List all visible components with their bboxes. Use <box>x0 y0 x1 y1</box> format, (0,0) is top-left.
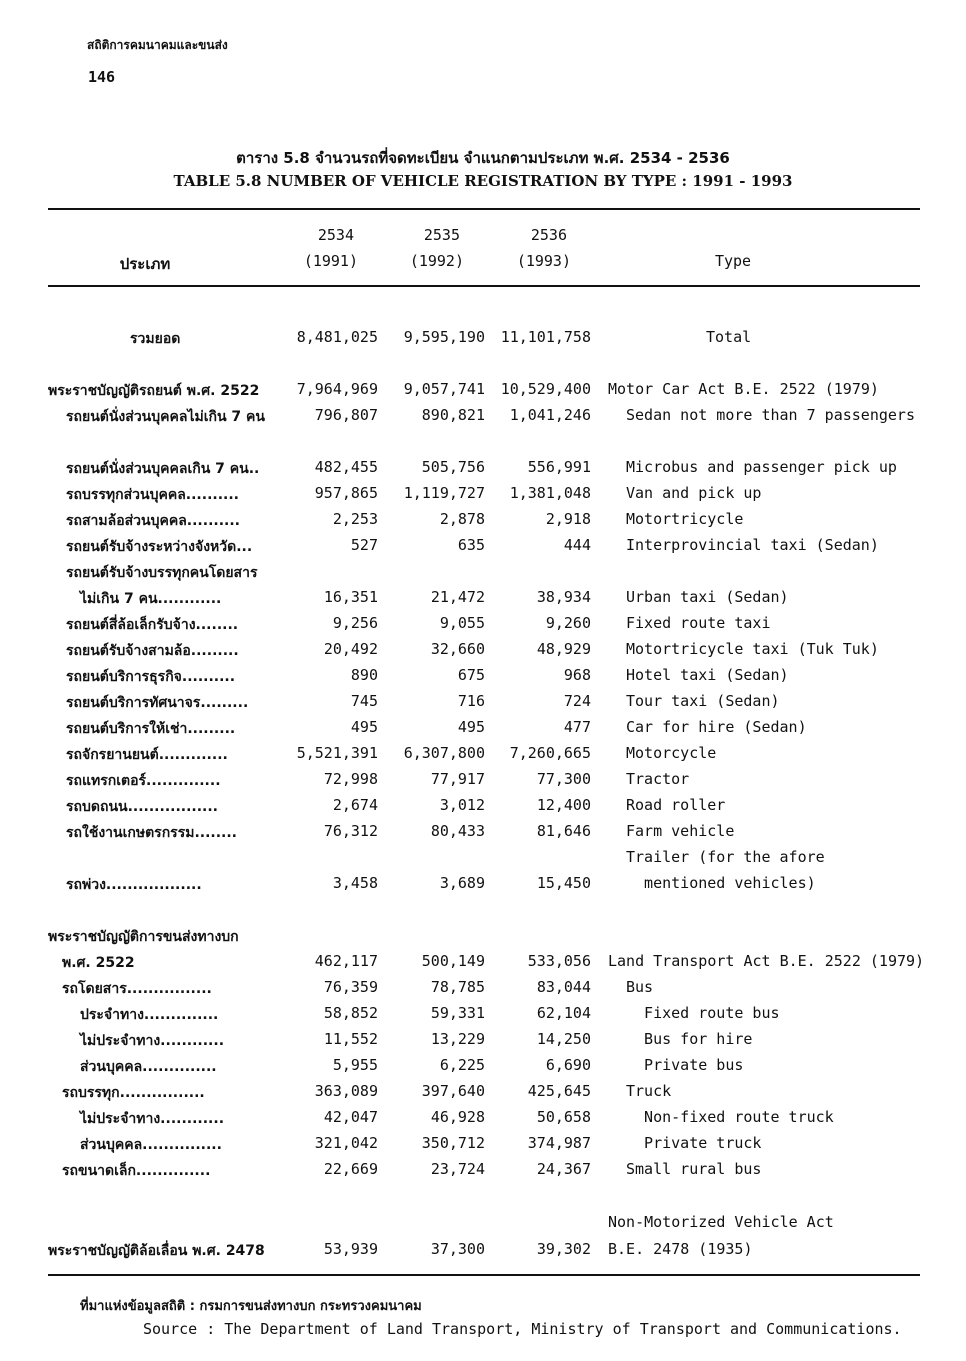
value-2536: 10,529,400 <box>500 380 591 398</box>
table-row <box>0 796 966 822</box>
value-2534: 363,089 <box>314 1082 378 1100</box>
table-row <box>0 926 966 952</box>
source-note-thai: ที่มาแห่งข้อมูลสถิติ : กรมการขนส่งทางบก กระทรวงคมนาคม <box>80 1299 422 1314</box>
value-2536: 7,260,665 <box>509 744 591 762</box>
value-2535: 505,756 <box>421 458 485 476</box>
value-2535: 9,057,741 <box>403 380 485 398</box>
value-2535: 9,595,190 <box>403 328 485 346</box>
table-row <box>0 536 966 562</box>
value-2534: 957,865 <box>314 484 378 502</box>
column-header-year-ce: (1993) <box>516 252 571 270</box>
row-label-english: Truck <box>626 1082 672 1100</box>
value-2535: 397,640 <box>421 1082 485 1100</box>
table-row <box>0 1082 966 1108</box>
row-label-thai: รถยนต์สี่ล้อเล็กรับจ้าง........ <box>66 617 239 633</box>
table-row <box>0 770 966 796</box>
header-rule <box>48 285 920 287</box>
value-2536: 9,260 <box>545 614 591 632</box>
row-label-thai: รถยนต์บริการให้เช่า......... <box>66 721 236 737</box>
row-label-english: Tractor <box>626 770 690 788</box>
value-2536: 50,658 <box>536 1108 591 1126</box>
row-label-english: mentioned vehicles) <box>626 874 816 892</box>
row-label-english: Bus <box>626 978 654 996</box>
value-2534: 482,455 <box>314 458 378 476</box>
value-2536: 12,400 <box>536 796 591 814</box>
value-2535: 78,785 <box>430 978 485 996</box>
row-label-thai: พ.ศ. 2522 <box>62 955 135 971</box>
row-label-english: Motortricycle <box>626 510 744 528</box>
value-2534: 745 <box>350 692 378 710</box>
table-title-english: TABLE 5.8 NUMBER OF VEHICLE REGISTRATION BY TYPE : 1991 - 1993 <box>173 172 793 190</box>
table-row <box>0 874 966 900</box>
value-2534: 58,852 <box>323 1004 378 1022</box>
value-2534: 7,964,969 <box>296 380 378 398</box>
value-2534: 8,481,025 <box>296 328 378 346</box>
value-2534: 9,256 <box>332 614 378 632</box>
column-header-year-be: 2536 <box>530 226 567 244</box>
row-label-thai: ไม่ประจำทาง............ <box>80 1033 225 1049</box>
value-2536: 14,250 <box>536 1030 591 1048</box>
table-row <box>0 406 966 432</box>
value-2534: 53,939 <box>323 1240 378 1258</box>
page-number: 146 <box>88 68 116 86</box>
row-label-thai: รถขนาดเล็ก.............. <box>62 1163 211 1179</box>
value-2535: 9,055 <box>439 614 485 632</box>
value-2534: 890 <box>350 666 378 684</box>
value-2535: 80,433 <box>430 822 485 840</box>
row-label-english: Farm vehicle <box>626 822 735 840</box>
table-row <box>0 1240 966 1266</box>
value-2534: 20,492 <box>323 640 378 658</box>
table-row <box>0 1134 966 1160</box>
value-2534: 42,047 <box>323 1108 378 1126</box>
value-2534: 2,674 <box>332 796 378 814</box>
value-2535: 13,229 <box>430 1030 485 1048</box>
value-2536: 81,646 <box>536 822 591 840</box>
row-label-thai: รถยนต์รับจ้างระหว่างจังหวัด... <box>66 539 253 555</box>
value-2535: 3,689 <box>439 874 485 892</box>
value-2536: 48,929 <box>536 640 591 658</box>
value-2534: 72,998 <box>323 770 378 788</box>
row-label-english: Road roller <box>626 796 726 814</box>
value-2534: 5,955 <box>332 1056 378 1074</box>
value-2535: 500,149 <box>421 952 485 970</box>
bottom-rule <box>48 1274 920 1276</box>
row-label-thai: ไม่เกิน 7 คน............ <box>80 591 222 607</box>
row-label-english: Urban taxi (Sedan) <box>626 588 789 606</box>
table-row <box>0 640 966 666</box>
table-row <box>0 952 966 978</box>
value-2535: 350,712 <box>421 1134 485 1152</box>
value-2534: 16,351 <box>323 588 378 606</box>
table-title-thai: ตาราง 5.8 จำนวนรถที่จดทะเบียน จำแนกตามประเภท พ.ศ. 2534 - 2536 <box>236 149 730 167</box>
value-2536: 62,104 <box>536 1004 591 1022</box>
row-label-english: Non-fixed route truck <box>626 1108 834 1126</box>
value-2535: 1,119,727 <box>403 484 485 502</box>
row-label-english: Sedan not more than 7 passengers <box>626 406 915 424</box>
row-label-english: Fixed route bus <box>626 1004 780 1022</box>
value-2535: 3,012 <box>439 796 485 814</box>
row-label-thai: ไม่ประจำทาง............ <box>80 1111 225 1127</box>
row-label-english: Van and pick up <box>626 484 762 502</box>
value-2535: 32,660 <box>430 640 485 658</box>
column-header-year-ce: (1991) <box>303 252 358 270</box>
value-2535: 59,331 <box>430 1004 485 1022</box>
row-label-thai: รถยนต์บริการทัศนาจร......... <box>66 695 249 711</box>
row-label-english: Hotel taxi (Sedan) <box>626 666 789 684</box>
row-label-english: Bus for hire <box>626 1030 753 1048</box>
value-2534: 11,552 <box>323 1030 378 1048</box>
value-2534: 3,458 <box>332 874 378 892</box>
column-header-year-ce: (1992) <box>409 252 464 270</box>
value-2536: 556,991 <box>527 458 591 476</box>
table-row <box>0 692 966 718</box>
table-row <box>0 1160 966 1186</box>
row-label-thai: รถยนต์รับจ้างบรรทุกคนโดยสาร <box>66 565 258 581</box>
row-label-english: Motorcycle <box>626 744 717 762</box>
value-2536: 15,450 <box>536 874 591 892</box>
value-2535: 6,307,800 <box>403 744 485 762</box>
row-label-thai: รถบรรทุก................ <box>62 1085 205 1101</box>
row-label-thai: พระราชบัญญัติการขนส่งทางบก <box>48 929 239 945</box>
value-2535: 21,472 <box>430 588 485 606</box>
row-label-english: Microbus and passenger pick up <box>626 458 897 476</box>
value-2536: 533,056 <box>527 952 591 970</box>
value-2535: 37,300 <box>430 1240 485 1258</box>
value-2535: 46,928 <box>430 1108 485 1126</box>
table-row <box>0 588 966 614</box>
value-2534: 76,359 <box>323 978 378 996</box>
value-2535: 23,724 <box>430 1160 485 1178</box>
row-label-english: Land Transport Act B.E. 2522 (1979) <box>608 952 925 970</box>
value-2536: 1,041,246 <box>509 406 591 424</box>
value-2536: 444 <box>563 536 591 554</box>
value-2535: 2,878 <box>439 510 485 528</box>
row-label-thai: รถยนต์นั่งส่วนบุคคลเกิน 7 คน.. <box>66 461 260 477</box>
row-label-thai: รถโดยสาร................ <box>62 981 212 997</box>
table-row <box>0 1030 966 1056</box>
row-label-english: Interprovincial taxi (Sedan) <box>626 536 879 554</box>
table-row <box>0 562 966 588</box>
value-2535: 716 <box>457 692 485 710</box>
row-label-english: Tour taxi (Sedan) <box>626 692 780 710</box>
value-2535: 495 <box>457 718 485 736</box>
table-row <box>0 1056 966 1082</box>
row-label-english: Small rural bus <box>626 1160 762 1178</box>
row-label-thai: ส่วนบุคคล.............. <box>80 1059 217 1075</box>
row-label-thai: รถยนต์รับจ้างสามล้อ......... <box>66 643 239 659</box>
value-2536: 39,302 <box>536 1240 591 1258</box>
table-row <box>0 744 966 770</box>
value-2536: 477 <box>563 718 591 736</box>
value-2536: 83,044 <box>536 978 591 996</box>
table-row <box>0 666 966 692</box>
value-2534: 22,669 <box>323 1160 378 1178</box>
value-2536: 968 <box>563 666 591 684</box>
value-2535: 635 <box>457 536 485 554</box>
row-label-thai: ส่วนบุคคล............... <box>80 1137 222 1153</box>
table-row <box>0 614 966 640</box>
row-label-thai: รถยนต์นั่งส่วนบุคคลไม่เกิน 7 คน <box>66 409 265 425</box>
value-2534: 462,117 <box>314 952 378 970</box>
value-2534: 796,807 <box>314 406 378 424</box>
column-header-year-be: 2534 <box>317 226 354 244</box>
value-2535: 675 <box>457 666 485 684</box>
table-row <box>0 1004 966 1030</box>
row-label-english: Car for hire (Sedan) <box>626 718 807 736</box>
row-label-thai: รถพ่วง.................. <box>66 877 202 893</box>
row-label-english: Trailer (for the afore <box>626 848 825 866</box>
value-2534: 495 <box>350 718 378 736</box>
table-row <box>0 510 966 536</box>
value-2536: 38,934 <box>536 588 591 606</box>
row-label-thai: รถบรรทุกส่วนบุคคล.......... <box>66 487 239 503</box>
table-row <box>0 458 966 484</box>
row-label-thai: รถจักรยานยนต์............. <box>66 747 228 763</box>
row-label-english: Private bus <box>626 1056 744 1074</box>
row-label-english: Fixed route taxi <box>626 614 771 632</box>
value-2536: 77,300 <box>536 770 591 788</box>
source-note-english: Source : The Department of Land Transport, Ministry of Transport and Communications. <box>143 1320 902 1338</box>
row-label-english: Non-Motorized Vehicle Act <box>608 1213 834 1231</box>
value-2534: 321,042 <box>314 1134 378 1152</box>
table-row <box>0 1213 966 1239</box>
row-label-thai: รถบดถนน................. <box>66 799 219 815</box>
row-label-thai: รวมยอด <box>130 331 181 347</box>
table-row <box>0 848 966 874</box>
value-2536: 425,645 <box>527 1082 591 1100</box>
value-2535: 6,225 <box>439 1056 485 1074</box>
table-row <box>0 380 966 406</box>
value-2535: 890,821 <box>421 406 485 424</box>
value-2536: 374,987 <box>527 1134 591 1152</box>
value-2534: 76,312 <box>323 822 378 840</box>
row-label-thai: รถใช้งานเกษตรกรรม........ <box>66 825 237 841</box>
row-label-english: Total <box>706 328 752 346</box>
column-header-type-english: Type <box>714 252 752 270</box>
row-label-english: Motor Car Act B.E. 2522 (1979) <box>608 380 879 398</box>
value-2534: 2,253 <box>332 510 378 528</box>
value-2535: 77,917 <box>430 770 485 788</box>
value-2534: 527 <box>350 536 378 554</box>
column-header-type-thai: ประเภท <box>119 255 171 273</box>
value-2536: 11,101,758 <box>500 328 591 346</box>
value-2536: 6,690 <box>545 1056 591 1074</box>
row-label-thai: ประจำทาง.............. <box>80 1007 219 1023</box>
row-label-english: B.E. 2478 (1935) <box>608 1240 753 1258</box>
table-row <box>0 978 966 1004</box>
row-label-english: Motortricycle taxi (Tuk Tuk) <box>626 640 879 658</box>
row-label-english: Private truck <box>626 1134 762 1152</box>
row-label-thai: พระราชบัญญัติรถยนต์ พ.ศ. 2522 <box>48 383 260 399</box>
top-rule <box>48 208 920 210</box>
value-2536: 724 <box>563 692 591 710</box>
table-row <box>0 1108 966 1134</box>
row-label-thai: พระราชบัญญัติล้อเลื่อน พ.ศ. 2478 <box>48 1243 265 1259</box>
table-row <box>0 484 966 510</box>
value-2534: 5,521,391 <box>296 744 378 762</box>
value-2536: 24,367 <box>536 1160 591 1178</box>
row-label-thai: รถยนต์บริการธุรกิจ.......... <box>66 669 236 685</box>
table-row <box>0 822 966 848</box>
row-label-thai: รถสามล้อส่วนบุคคล.......... <box>66 513 240 529</box>
publication-title: สถิติการคมนาคมและขนส่ง <box>87 38 228 52</box>
column-header-year-be: 2535 <box>423 226 460 244</box>
value-2536: 1,381,048 <box>509 484 591 502</box>
table-row <box>0 328 966 354</box>
value-2536: 2,918 <box>545 510 591 528</box>
row-label-thai: รถแทรกเตอร์.............. <box>66 773 221 789</box>
table-row <box>0 718 966 744</box>
